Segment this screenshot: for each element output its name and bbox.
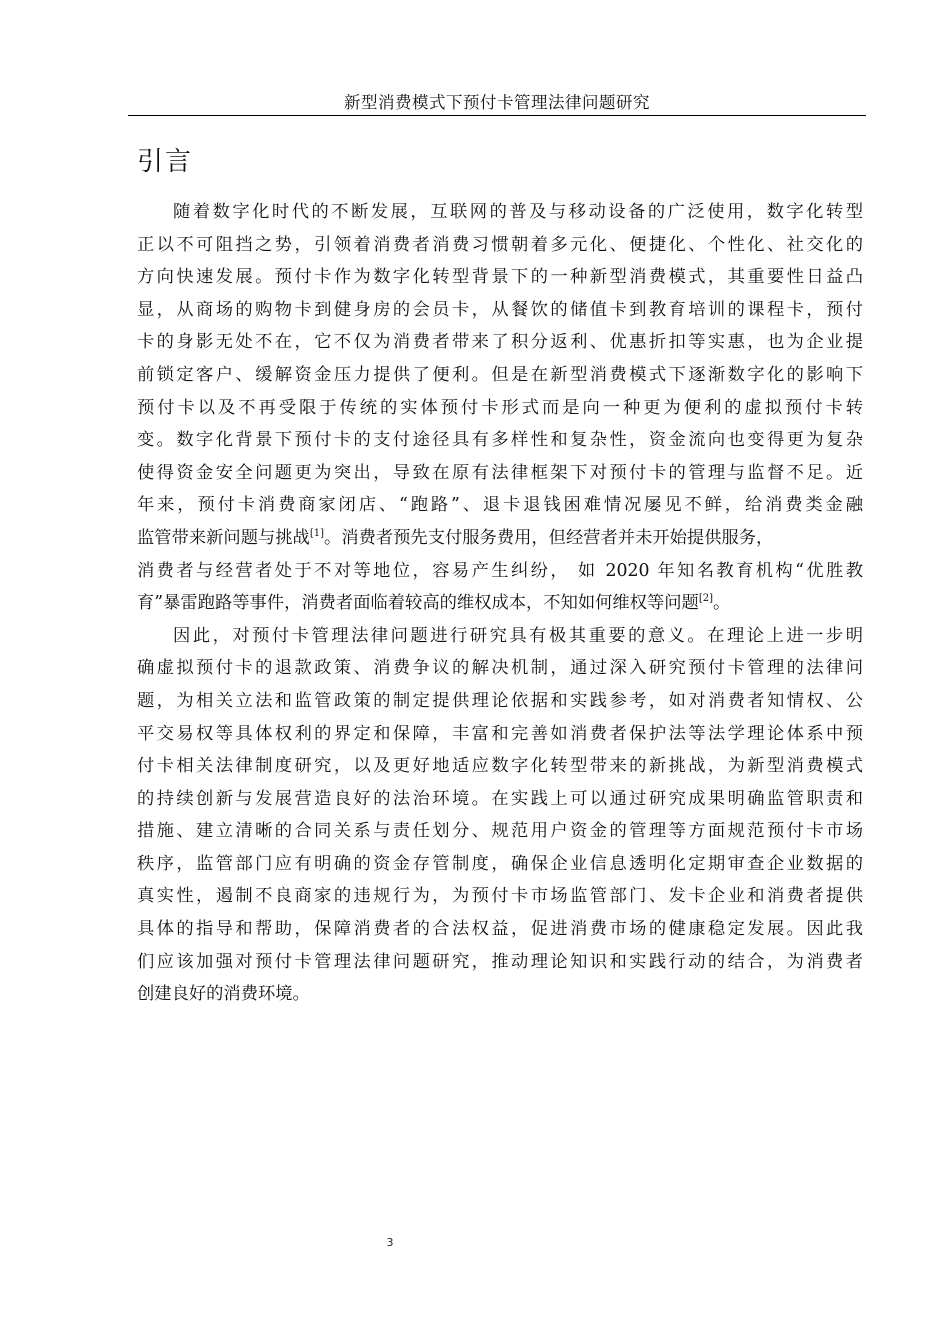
paragraph-line: 前锁定客户、缓解资金压力提供了便利。但是在新型消费模式下逐渐数字化的影响下	[137, 364, 863, 385]
paragraph-line: 秩序，监管部门应有明确的资金存管制度，确保企业信息透明化定期审查企业数据的	[137, 853, 863, 874]
paragraph-line: 预付卡以及不再受限于传统的实体预付卡形式而是向一种更为便利的虚拟预付卡转	[137, 397, 863, 418]
running-header: 新型消费模式下预付卡管理法律问题研究	[344, 93, 650, 112]
paragraph-line	[137, 522, 863, 555]
paragraph-line: 的持续创新与发展营造良好的法治环境。在实践上可以通过研究成果明确监管职责和	[137, 788, 863, 809]
body-text	[137, 196, 863, 1011]
line-text: 育”暴雷跑路等事件，消费者面临着较高的维权成本，不知如何维权等问题	[137, 593, 699, 614]
paragraph-line: 使得资金安全问题更为突出，导致在原有法律框架下对预付卡的管理与监督不足。近	[137, 462, 863, 483]
paragraph-line: 们应该加强对预付卡管理法律问题研究，推动理论知识和实践行动的结合，为消费者	[137, 951, 863, 972]
paragraph-line: 措施、建立清晰的合同关系与责任划分、规范用户资金的管理等方面规范预付卡市场	[137, 821, 863, 842]
paragraph-line: 消费者与经营者处于不对等地位，容易产生纠纷， 如 2020 年知名教育机构“优胜教	[137, 560, 863, 581]
paragraph-line: 付卡相关法律制度研究，以及更好地适应数字化转型带来的新挑战，为新型消费模式	[137, 756, 863, 777]
citation-ref[interactable]: [1]	[309, 527, 324, 539]
paragraph-line: 变。数字化背景下预付卡的支付途径具有多样性和复杂性，资金流向也变得更为复杂	[137, 430, 863, 451]
paragraph-line: 创建良好的消费环境。	[137, 984, 310, 1005]
paragraph-line: 卡的身影无处不在，它不仅为消费者带来了积分返利、优惠折扣等实惠，也为企业提	[137, 332, 863, 353]
paragraph-line: 题，为相关立法和监管政策的制定提供理论依据和实践参考，如对消费者知情权、公	[137, 690, 863, 711]
paragraph-line: 方向快速发展。预付卡作为数字化转型背景下的一种新型消费模式，其重要性日益凸	[137, 267, 863, 288]
paragraph-line: 具体的指导和帮助，保障消费者的合法权益，促进消费市场的健康稳定发展。因此我	[137, 919, 863, 940]
paragraph-line	[137, 587, 863, 620]
citation-ref[interactable]: [2]	[698, 593, 714, 605]
paragraph-line: 显，从商场的购物卡到健身房的会员卡，从餐饮的储值卡到教育培训的课程卡，预付	[137, 299, 863, 320]
paragraph-line: 平交易权等具体权利的界定和保障，丰富和完善如消费者保护法等法学理论体系中预	[137, 723, 863, 744]
section-title: 引言	[137, 147, 194, 177]
paragraph-line: 因此，对预付卡管理法律问题进行研究具有极其重要的意义。在理论上进一步明	[173, 625, 863, 646]
paragraph-line: 确虚拟预付卡的退款政策、消费争议的解决机制，通过深入研究预付卡管理的法律问	[137, 658, 863, 679]
header-rule	[128, 115, 866, 116]
line-text: 。	[713, 593, 731, 614]
line-text: 监管带来新问题与挑战	[137, 527, 310, 548]
paragraph-line: 真实性，遏制不良商家的违规行为，为预付卡市场监管部门、发卡企业和消费者提供	[137, 886, 863, 907]
paragraph-line: 年来，预付卡消费商家闭店、“跑路”、退卡退钱困难情况屡见不鲜，给消费类金融	[137, 495, 863, 516]
page-number: 3	[386, 1236, 394, 1249]
line-text: 。消费者预先支付服务费用，但经营者并未开始提供服务，	[324, 527, 774, 548]
paragraph-line: 随着数字化时代的不断发展，互联网的普及与移动设备的广泛使用，数字化转型	[173, 202, 863, 222]
paragraph-line: 正以不可阻挡之势，引领着消费者消费习惯朝着多元化、便捷化、个性化、社交化的	[137, 234, 863, 255]
